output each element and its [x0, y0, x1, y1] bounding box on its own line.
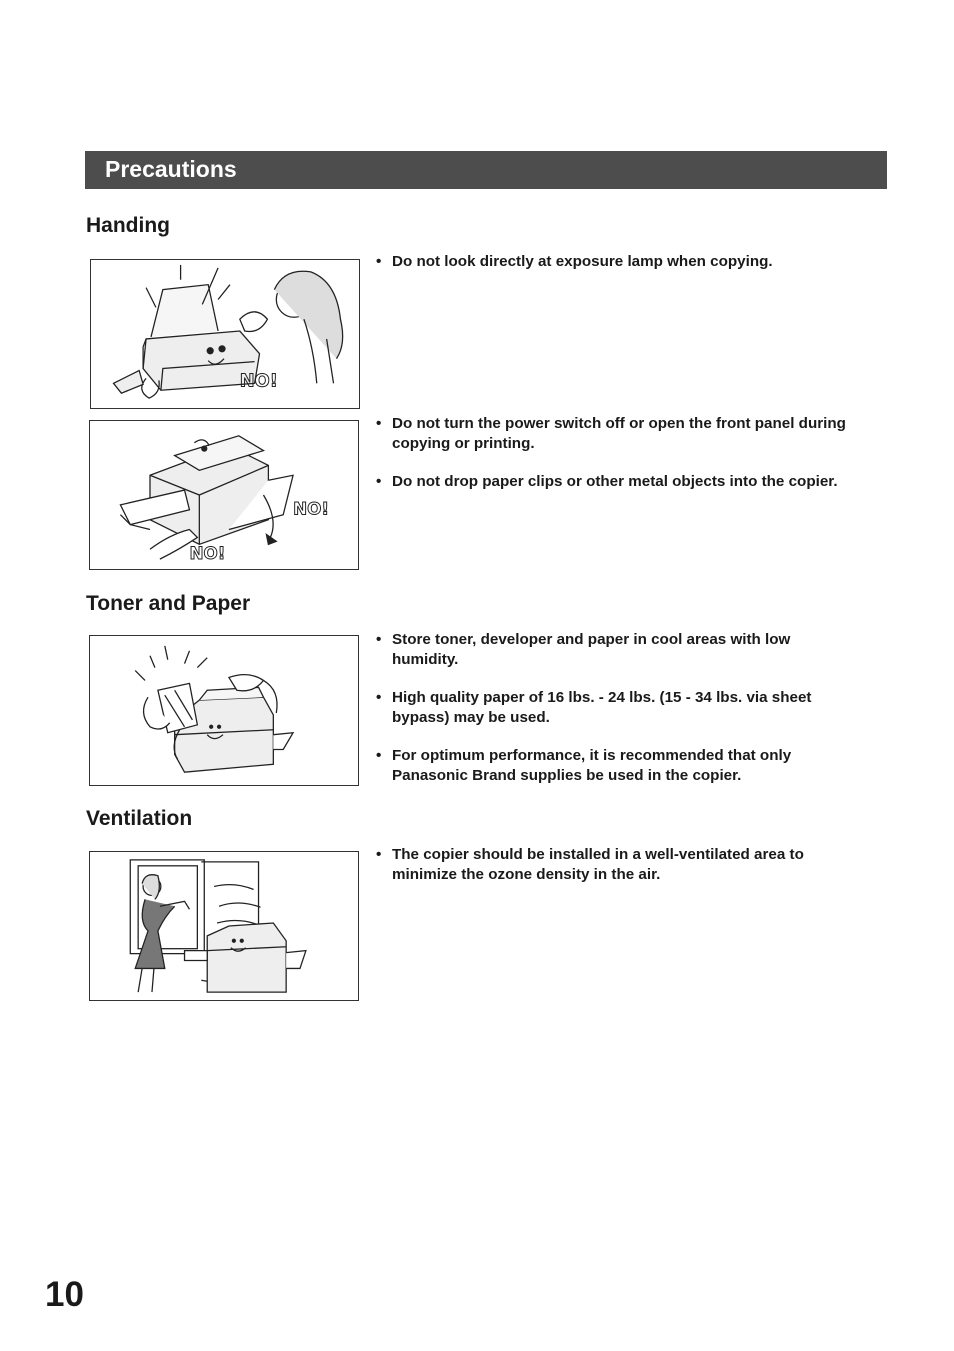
- list-item: • Do not look directly at exposure lamp when copying.: [376, 253, 773, 270]
- bullet-list-toner-and-paper: [376, 630, 846, 804]
- list-item: • The copier should be installed in a well-ventilated area to minimize the ozone density in the air.: [376, 846, 804, 883]
- no-label-right: NO!: [293, 498, 330, 519]
- list-item: • For optimum performance, it is recommended that only Panasonic Brand supplies be used in the copier.: [376, 747, 792, 784]
- section-heading-ventilation: Ventilation: [86, 807, 193, 830]
- no-label-bottom: NO!: [189, 543, 226, 564]
- list-item: • Store toner, developer and paper in cool areas with low humidity.: [376, 631, 791, 668]
- copier-lamp-warning-illustration: [90, 259, 360, 409]
- page-number: 10: [45, 1275, 84, 1314]
- copier-front-panel-warning-illustration: [89, 420, 359, 570]
- copier-supplies-illustration: [89, 635, 359, 786]
- bullet-list-handing-1: [376, 252, 846, 291]
- section-heading-handing: Handing: [86, 214, 170, 237]
- copier-ventilation-illustration: [89, 851, 359, 1001]
- bullet-list-ventilation: [376, 845, 846, 903]
- svg-text:NO!: NO!: [239, 371, 278, 392]
- list-item: • Do not turn the power switch off or open the front panel during copying or printing.: [376, 415, 846, 452]
- section-heading-toner-and-paper: Toner and Paper: [86, 592, 251, 615]
- page-title: Precautions: [105, 156, 237, 182]
- list-item: • Do not drop paper clips or other metal objects into the copier.: [376, 473, 838, 490]
- section-banner: [85, 151, 887, 189]
- list-item: • High quality paper of 16 lbs. - 24 lbs. (15 - 34 lbs. via sheet bypass) may be used.: [376, 689, 812, 726]
- bullet-list-handing-2: [376, 414, 846, 511]
